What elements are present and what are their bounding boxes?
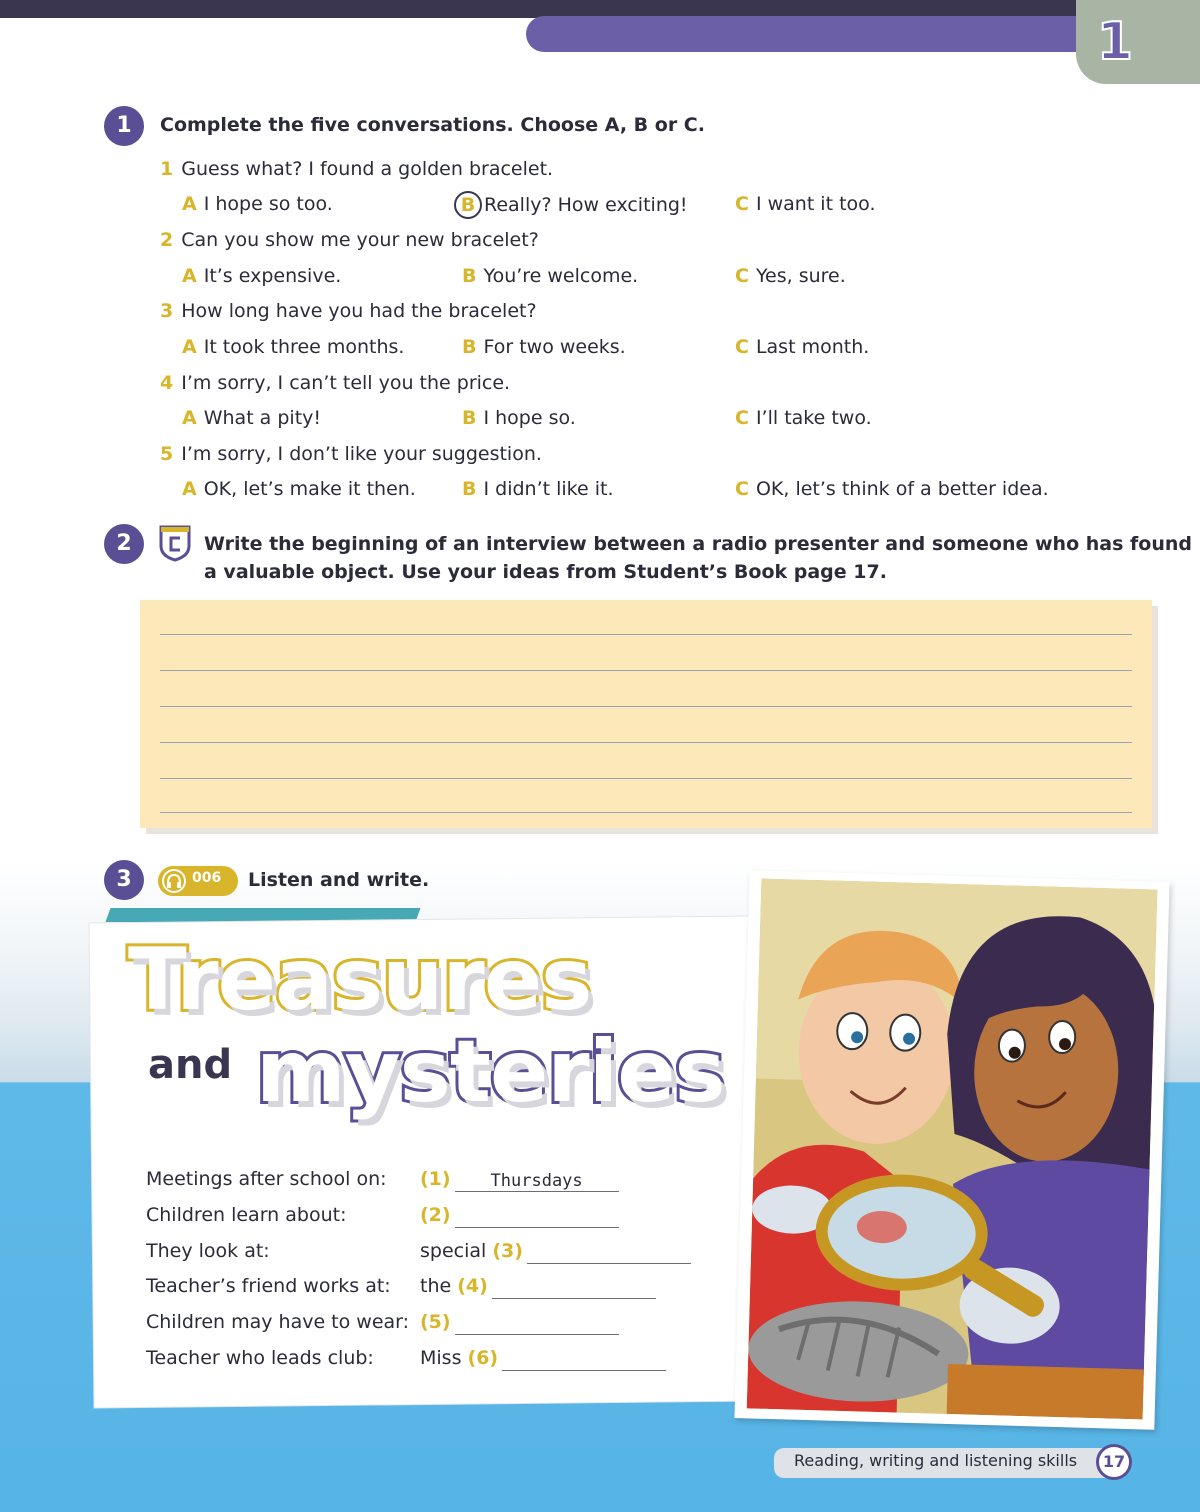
footer-section-label: Reading, writing and listening skills: [794, 1451, 1078, 1470]
answer-blank[interactable]: [492, 1275, 656, 1299]
notes-answer: [420, 1238, 691, 1264]
option-letter: A: [182, 265, 197, 287]
question: [160, 156, 553, 182]
answer-option[interactable]: [735, 405, 872, 431]
option-letter: B: [462, 336, 477, 358]
exercise-number-badge: 2: [104, 524, 144, 564]
answer-option[interactable]: [735, 476, 1049, 502]
flyer-title-and: and: [148, 1042, 233, 1088]
notes-answer: [420, 1309, 619, 1335]
exam-shield-icon: [158, 524, 192, 562]
answer-option[interactable]: [182, 263, 341, 289]
option-text: I didn’t like it.: [483, 478, 614, 500]
answer-blank[interactable]: Thursdays: [455, 1168, 619, 1192]
option-letter-circled: B: [454, 191, 482, 219]
gap-number: (6): [467, 1347, 499, 1369]
exercise-instruction: Listen and write.: [248, 869, 430, 891]
page-number: 17: [1096, 1444, 1132, 1480]
gap-number: (4): [457, 1275, 488, 1297]
option-letter: B: [462, 265, 477, 287]
notes-answer: [420, 1202, 619, 1228]
answer-option[interactable]: [182, 334, 404, 360]
option-letter: C: [735, 336, 749, 358]
notes-label: Children learn about:: [146, 1204, 347, 1226]
writing-line: [160, 742, 1132, 743]
notes-answer: [420, 1345, 666, 1371]
option-letter: C: [735, 478, 749, 500]
notes-answer: [420, 1166, 619, 1192]
answer-option[interactable]: [462, 334, 626, 360]
notes-label: Teacher who leads club:: [146, 1347, 374, 1369]
question-text: I’m sorry, I don’t like your suggestion.: [181, 443, 542, 465]
exercise-instruction-line2: a valuable object. Use your ideas from Student’s Book page 17.: [204, 561, 887, 583]
answer-option[interactable]: [735, 191, 875, 217]
option-text: OK, let’s make it then.: [203, 478, 416, 500]
option-text: You’re welcome.: [483, 265, 639, 287]
answer-option[interactable]: [735, 263, 846, 289]
option-letter: A: [182, 478, 197, 500]
notes-label: Meetings after school on:: [146, 1168, 387, 1190]
option-text: I’ll take two.: [755, 407, 872, 429]
gap-number: (1): [420, 1168, 451, 1190]
children-with-magnifying-glass-illustration: [747, 879, 1158, 1420]
answer-blank[interactable]: [502, 1347, 666, 1371]
answer-prefix: Miss: [420, 1347, 462, 1369]
answer-prefix: special: [420, 1240, 487, 1262]
answer-option[interactable]: [182, 405, 321, 431]
exercise-instruction: Complete the five conversations. Choose A, B or C.: [160, 114, 705, 136]
option-letter: B: [462, 478, 477, 500]
question-number: 2: [160, 229, 174, 251]
answer-option-selected[interactable]: [460, 191, 688, 219]
option-text: It’s expensive.: [203, 265, 342, 287]
gap-number: (2): [420, 1204, 451, 1226]
writing-line: [160, 812, 1132, 813]
audio-track-code: 006: [192, 870, 222, 886]
option-text: Really? How exciting!: [484, 194, 688, 216]
audio-track-button[interactable]: [158, 866, 238, 896]
answer-blank[interactable]: [527, 1240, 691, 1264]
answer-blank[interactable]: [455, 1311, 619, 1335]
question-text: Guess what? I found a golden bracelet.: [181, 158, 554, 180]
question-text: Can you show me your new bracelet?: [181, 229, 539, 251]
question: [160, 441, 542, 467]
question: [160, 370, 510, 396]
exercise-instruction-line1: Write the beginning of an interview between a radio presenter and someone who has found: [204, 533, 1192, 555]
option-letter: C: [735, 193, 749, 215]
option-letter: A: [182, 407, 197, 429]
question-number: 1: [160, 158, 174, 180]
option-text: What a pity!: [203, 407, 322, 429]
writing-area[interactable]: [140, 600, 1152, 828]
writing-line: [160, 634, 1132, 635]
notes-label: They look at:: [146, 1240, 270, 1262]
option-letter: B: [462, 407, 477, 429]
answer-option[interactable]: [182, 191, 333, 217]
option-text: It took three months.: [203, 336, 405, 358]
notes-label: Teacher’s friend works at:: [146, 1275, 391, 1297]
question-text: I’m sorry, I can’t tell you the price.: [181, 372, 511, 394]
illustration-frame: [734, 870, 1169, 1430]
answer-option[interactable]: [462, 405, 576, 431]
unit-number: 1: [1096, 12, 1134, 72]
option-text: I hope so.: [483, 407, 576, 429]
option-text: I hope so too.: [203, 193, 333, 215]
question-text: How long have you had the bracelet?: [181, 300, 537, 322]
question-number: 3: [160, 300, 174, 322]
question: [160, 298, 537, 324]
option-letter: C: [735, 407, 749, 429]
exercise-number-badge: 3: [104, 860, 144, 900]
answer-option[interactable]: [735, 334, 869, 360]
gap-number: (3): [492, 1240, 523, 1262]
answer-prefix: the: [420, 1275, 452, 1297]
exercise-number-badge: 1: [104, 106, 144, 146]
option-text: For two weeks.: [483, 336, 626, 358]
option-text: OK, let’s think of a better idea.: [755, 478, 1049, 500]
answer-blank[interactable]: [455, 1204, 619, 1228]
question-number: 4: [160, 372, 174, 394]
option-text: Yes, sure.: [755, 265, 846, 287]
option-text: Last month.: [755, 336, 870, 358]
headphones-icon: [162, 869, 186, 893]
flyer-title-mysteries: mysteries: [256, 1022, 725, 1122]
answer-option[interactable]: [462, 476, 613, 502]
option-text: I want it too.: [755, 193, 876, 215]
answer-option[interactable]: [182, 476, 416, 502]
option-letter: C: [735, 265, 749, 287]
flyer-title-treasures: Treasures: [128, 930, 592, 1030]
question: [160, 227, 539, 253]
option-letter: A: [182, 336, 197, 358]
answer-option[interactable]: [462, 263, 638, 289]
writing-line: [160, 778, 1132, 779]
option-letter: A: [182, 193, 197, 215]
gap-number: (5): [420, 1311, 451, 1333]
question-number: 5: [160, 443, 174, 465]
writing-line: [160, 706, 1132, 707]
notes-answer: [420, 1273, 656, 1299]
writing-line: [160, 670, 1132, 671]
notes-label: Children may have to wear:: [146, 1311, 410, 1333]
unit-banner: [526, 16, 1096, 52]
